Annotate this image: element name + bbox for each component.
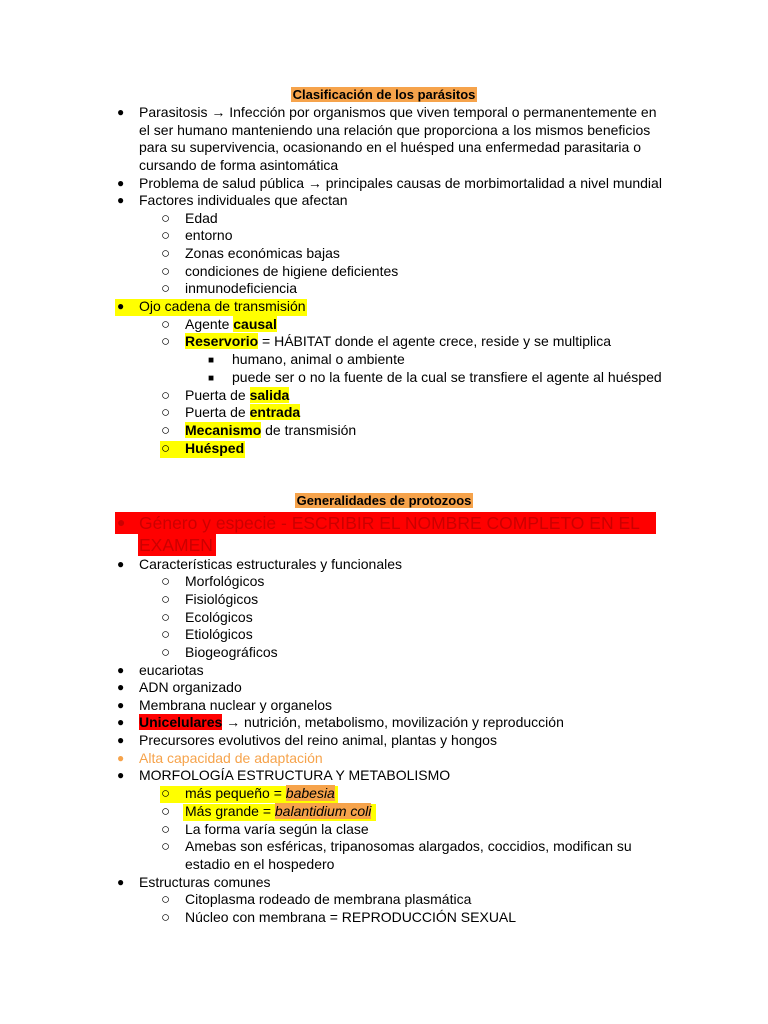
bullet: ○ xyxy=(161,210,171,227)
bullet: ○ xyxy=(161,891,171,908)
bullet: ○ xyxy=(161,404,171,421)
list-item: Alta capacidad de adaptación xyxy=(139,750,323,766)
bullet: ○ xyxy=(161,609,171,626)
bullet: ○ xyxy=(161,387,171,404)
bullet: ● xyxy=(117,768,125,782)
bullet: ○ xyxy=(161,644,171,661)
bullet: ○ xyxy=(161,803,171,820)
bullet: ○ xyxy=(161,838,171,855)
list-item: Precursores evolutivos del reino animal, plantas y hongos xyxy=(139,732,497,748)
list-item: inmunodeficiencia xyxy=(185,280,298,296)
list-item: eucariotas xyxy=(139,662,204,678)
list-item: humano, animal o ambiente xyxy=(232,351,405,367)
bullet: ○ xyxy=(161,333,171,350)
list-item: Edad xyxy=(185,210,218,226)
paragraph-line: Parasitosis → Infección por organismos que viven temporal o permanentemente en xyxy=(139,104,657,120)
bullet: ○ xyxy=(161,821,171,838)
bullet: ● xyxy=(117,514,126,530)
list-item: MORFOLOGÍA ESTRUCTURA Y METABOLISMO xyxy=(139,767,451,783)
bullet: ○ xyxy=(161,316,171,333)
bullet: ○ xyxy=(161,227,171,244)
list-item: más pequeño = babesia xyxy=(185,785,335,801)
list-item: Más grande = balantidium coli xyxy=(185,803,372,819)
list-item: Unicelulares → nutrición, metabolismo, movilización y reproducción xyxy=(139,714,564,730)
bullet: ● xyxy=(117,751,125,765)
list-item: entorno xyxy=(185,227,233,243)
list-item: Fisiológicos xyxy=(185,591,259,607)
list-item: Agente causal xyxy=(185,316,277,332)
bullet: ■ xyxy=(208,355,215,366)
list-item: La forma varía según la clase xyxy=(185,821,369,837)
paragraph-line: el ser humano manteniendo una relación que proporciona a los mismos beneficios xyxy=(139,122,651,138)
bullet: ● xyxy=(117,663,125,677)
list-item: Puerta de salida xyxy=(185,387,290,403)
bullet: ● xyxy=(117,176,125,190)
paragraph-line: cursando de forma asintomática xyxy=(139,157,339,173)
bullet: ○ xyxy=(161,245,171,262)
list-item: puede ser o no la fuente de la cual se transfiere el agente al huésped xyxy=(232,369,662,385)
bullet: ● xyxy=(117,698,125,712)
bullet: ○ xyxy=(161,909,171,926)
warning-line: Género y especie - ESCRIBIR EL NOMBRE COMPLETO EN EL xyxy=(139,513,640,533)
list-item: Problema de salud pública → principales causas de morbimortalidad a nivel mundial xyxy=(139,175,662,191)
bullet: ● xyxy=(117,875,125,889)
list-item: Amebas son esféricas, tripanosomas alargados, coccidios, modifican su xyxy=(185,838,632,854)
bullet: ● xyxy=(117,680,125,694)
list-item: Estructuras comunes xyxy=(139,874,271,890)
list-item: Membrana nuclear y organelos xyxy=(139,697,332,713)
section-title-protozoos: Generalidades de protozoos xyxy=(296,493,472,508)
list-item: Reservorio = HÁBITAT donde el agente crece, reside y se multiplica xyxy=(185,333,612,349)
bullet: ○ xyxy=(161,422,171,439)
bullet: ○ xyxy=(161,626,171,643)
bullet: ○ xyxy=(161,591,171,608)
warning-line: EXAMEN xyxy=(139,535,213,555)
list-item: Ecológicos xyxy=(185,609,253,625)
list-item: Puerta de entrada xyxy=(185,404,301,420)
list-item: Ojo cadena de transmisión xyxy=(139,298,306,314)
bullet: ● xyxy=(117,193,125,207)
bullet: ■ xyxy=(208,373,215,384)
list-item: Zonas económicas bajas xyxy=(185,245,340,261)
list-item: Núcleo con membrana = REPRODUCCIÓN SEXUAL xyxy=(185,909,517,925)
bullet: ● xyxy=(117,733,125,747)
bullet: ○ xyxy=(161,263,171,280)
bullet: ○ xyxy=(161,280,171,297)
list-item: Características estructurales y funcionales xyxy=(139,556,402,572)
bullet: ● xyxy=(117,557,125,571)
bullet: ○ xyxy=(161,573,171,590)
list-item: condiciones de higiene deficientes xyxy=(185,263,399,279)
bullet: ○ xyxy=(161,440,171,457)
list-item: Biogeográficos xyxy=(185,644,278,660)
bullet: ○ xyxy=(161,785,171,802)
list-item: Citoplasma rodeado de membrana plasmática xyxy=(185,891,472,907)
paragraph-line: para su supervivencia, ocasionando en el huésped una enfermedad parasitaria o xyxy=(139,139,642,155)
list-item: estadio en el hospedero xyxy=(185,856,335,872)
list-item: Huésped xyxy=(185,440,245,456)
bullet: ● xyxy=(117,299,125,313)
list-item: Mecanismo de transmisión xyxy=(185,422,357,438)
bullet: ● xyxy=(117,105,125,119)
bullet: ● xyxy=(117,715,125,729)
list-item: Morfológicos xyxy=(185,573,265,589)
list-item: Factores individuales que afectan xyxy=(139,192,348,208)
list-item: Etiológicos xyxy=(185,626,253,642)
section-title-clasificacion: Clasificación de los parásitos xyxy=(292,87,476,102)
list-item: ADN organizado xyxy=(139,679,242,695)
